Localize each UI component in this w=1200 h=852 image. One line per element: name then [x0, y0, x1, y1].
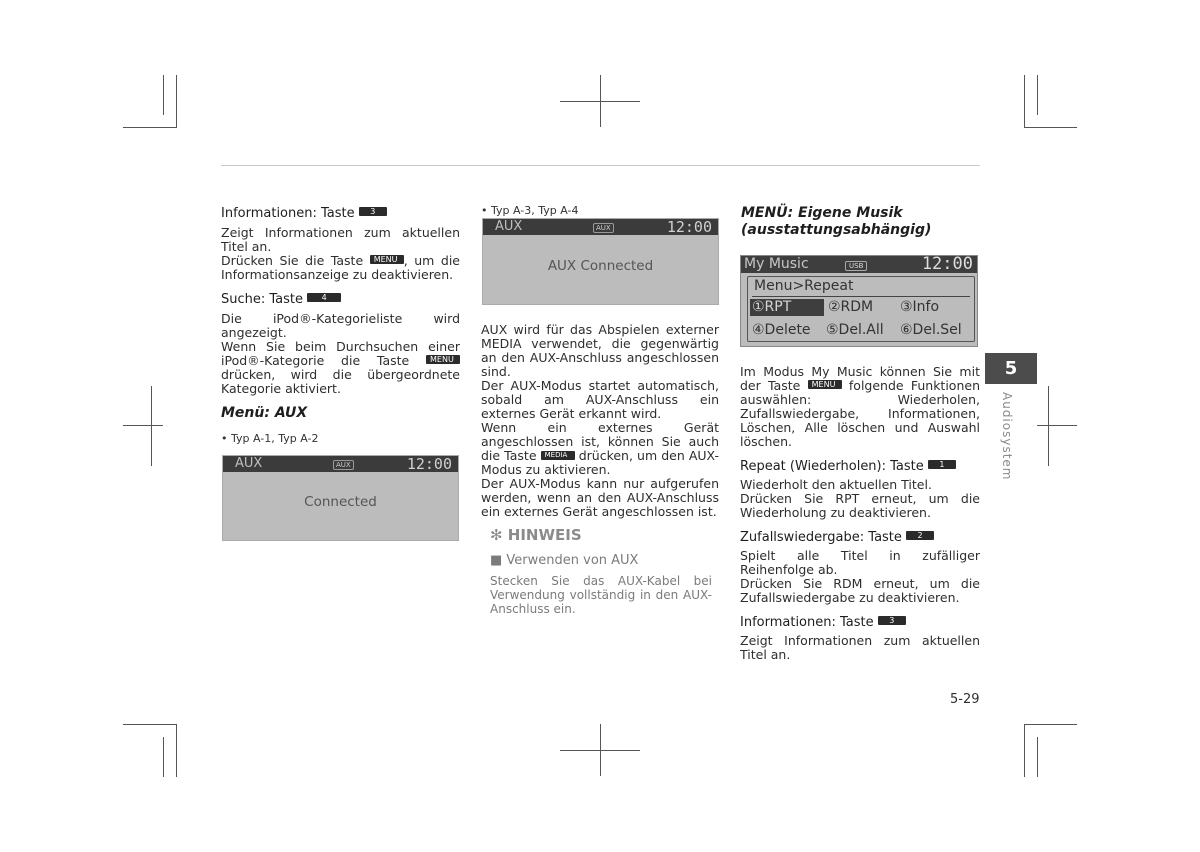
source-badge: USB	[845, 261, 867, 271]
aux-screen-type-a3	[482, 218, 719, 305]
option-delete: ④Delete	[752, 322, 811, 338]
source-badge: AUX	[593, 223, 614, 233]
screen-message: AUX Connected	[547, 258, 654, 274]
repeat-heading: Repeat (Wiederholen): Taste 1	[740, 460, 980, 474]
info-text-1: Zeigt Informationen zum aktuellen Titel an.	[221, 225, 460, 254]
aux-text-2: Der AUX-Modus startet automatisch, sobald am AUX-Anschluss ein externes Gerät erkannt wird.	[481, 378, 719, 421]
my-music-screen	[740, 255, 978, 347]
typ-label: • Typ A-3, Typ A-4	[481, 204, 579, 217]
hinweis-subtitle: ■ Verwenden von AUX	[490, 553, 639, 568]
option-rdm: ②RDM	[828, 299, 874, 315]
right-column	[740, 365, 980, 662]
screen-status-bar	[483, 219, 718, 235]
random-text-1: Spielt alle Titel in zufälliger Reihenfolge ab.	[740, 548, 980, 577]
middle-column-typ	[481, 204, 720, 218]
clock: 12:00	[406, 455, 452, 473]
hinweis-title: ✻ HINWEIS	[490, 526, 582, 544]
repeat-text-2: Drücken Sie RPT erneut, um die Wiederholung zu deaktivieren.	[740, 491, 980, 520]
screen-status-bar	[223, 456, 458, 472]
section-title-aux: Menü: AUX	[221, 405, 308, 421]
key-1-icon: 1	[928, 460, 956, 469]
right-column-title	[741, 205, 981, 239]
clock: 12:00	[921, 254, 973, 274]
random-text-2: Drücken Sie RDM erneut, um die Zufallswiedergabe zu deaktivieren.	[740, 576, 980, 605]
aux-screen-type-a1	[222, 455, 459, 541]
chapter-label: Audiosystem	[1000, 392, 1014, 481]
menu-key-icon: MENU	[370, 255, 404, 264]
aux-text-1: AUX wird für das Abspielen externer MEDIA verwendet, die gegenwärtig an den AUX-Anschluss angeschlossen sind.	[481, 322, 719, 379]
key-2-icon: 2	[906, 531, 934, 540]
key-4-icon: 4	[307, 293, 341, 302]
menu-divider	[752, 296, 970, 297]
search-text-1: Die iPod®-Kategorieliste wird angezeigt.	[221, 311, 460, 340]
menu-key-icon: MENU	[426, 355, 460, 364]
music-intro: Im Modus My Music können Sie mit der Taste MENU folgende Funktionen auswählen: Wiederholen, Zufallswiedergabe, Informationen, Löschen, Alle löschen und Auswahl löschen.	[740, 364, 980, 449]
screen-status-bar	[741, 256, 977, 273]
screen-message: Connected	[304, 494, 377, 510]
menu-key-icon: MENU	[808, 380, 842, 389]
info-heading: Informationen: Taste 3	[221, 207, 460, 221]
option-del-sel: ⑥Del.Sel	[900, 322, 962, 338]
typ-label: • Typ A-1, Typ A-2	[221, 432, 319, 445]
hinweis-box	[490, 528, 712, 616]
section-title-music: MENÜ: Eigene Musik (ausstattungsabhängig)	[741, 205, 932, 238]
chapter-tab: 5	[985, 353, 1037, 384]
page-number: 5-29	[950, 692, 980, 707]
option-del-all: ⑤Del.All	[826, 322, 884, 338]
info-text-2: Drücken Sie die Taste MENU , um die Informationsanzeige zu deaktivieren.	[221, 253, 460, 282]
screen-mode-label: My Music	[744, 256, 809, 272]
source-badge: AUX	[333, 460, 354, 470]
header-rule	[221, 165, 980, 166]
aux-text-3: Wenn ein externes Gerät angeschlossen ist, können Sie auch die Taste MEDIA drücken, um den AUX-Modus zu aktivieren.	[481, 420, 719, 477]
menu-panel-title: Menu>Repeat	[754, 278, 854, 294]
menu-panel	[747, 276, 975, 342]
key-3-icon: 3	[359, 207, 387, 216]
info-heading: Informationen: Taste 3	[740, 616, 980, 630]
left-column	[221, 207, 460, 446]
clock: 12:00	[666, 218, 712, 236]
middle-column	[481, 323, 719, 519]
info-text: Zeigt Informationen zum aktuellen Titel an.	[740, 633, 980, 662]
search-text-2: Wenn Sie beim Durchsuchen einer iPod®-Kategorie die Taste MENU drücken, wird die übergeordnete Kategorie aktiviert.	[221, 339, 460, 396]
key-3-icon: 3	[878, 616, 906, 625]
repeat-text-1: Wiederholt den aktuellen Titel.	[740, 477, 932, 492]
screen-mode-label: AUX	[495, 219, 523, 234]
media-key-icon: MEDIA	[541, 451, 575, 460]
option-info: ③Info	[900, 299, 940, 315]
screen-mode-label: AUX	[235, 456, 263, 471]
option-rpt: ①RPT	[750, 299, 824, 316]
hinweis-body: Stecken Sie das AUX-Kabel bei Verwendung vollständig in den AUX-Anschluss ein.	[490, 574, 712, 616]
aux-text-4: Der AUX-Modus kann nur aufgerufen werden, wenn an den AUX-Anschluss ein externes Gerät angeschlossen ist.	[481, 476, 719, 519]
search-heading: Suche: Taste 4	[221, 293, 460, 307]
random-heading: Zufallswiedergabe: Taste 2	[740, 531, 980, 545]
